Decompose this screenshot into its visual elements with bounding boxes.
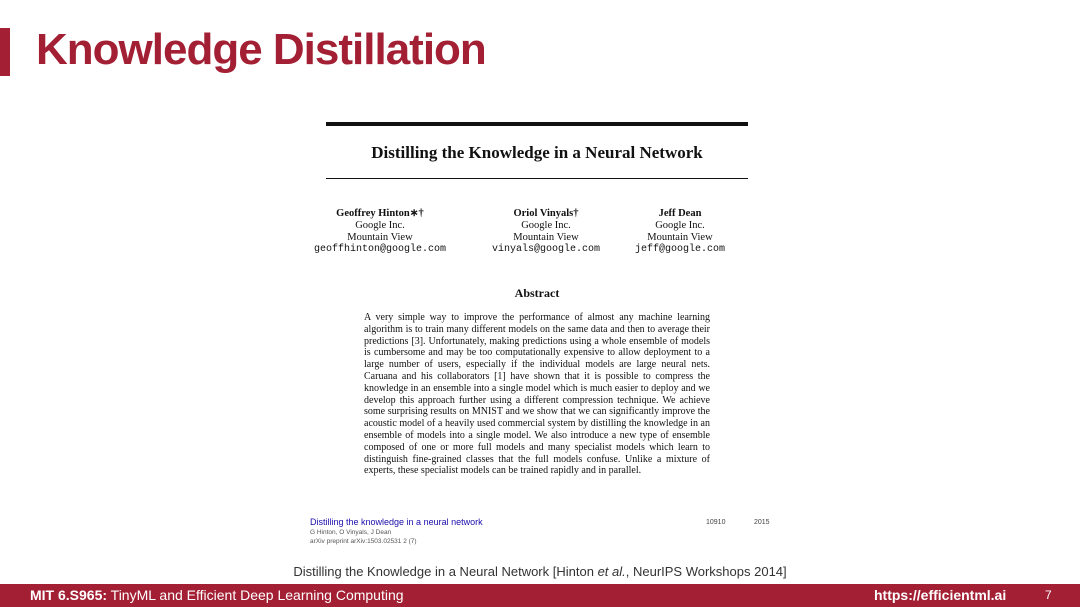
author-email: vinyals@google.com [491, 244, 601, 255]
paper-screenshot [300, 118, 780, 568]
author-name: Geoffrey Hinton∗† [336, 208, 424, 219]
author-org: Google Inc. [521, 220, 571, 231]
title-accent-bar [0, 28, 10, 76]
author-location: Mountain View [647, 232, 713, 243]
author-location: Mountain View [347, 232, 413, 243]
author-name: Oriol Vinyals† [513, 208, 579, 219]
abstract-text: A very simple way to improve the performance of almost any machine learning algorithm is to train many different models on the same data and then to average their predictions [3]. Unfortunately, making predictions using a whole ensemble of models is cumbersome and may be too computationally expensive to allow deployment to a large number of users, especially if the individual models are large neural nets. Caruana and his collaborators [1] have shown that it is possible to compress the knowledge in an ensemble into a single model which is much easier to deploy and we develop this approach further using a different compression technique. We achieve some surprising results on MNIST and we show that we can significantly improve the acoustic model of a heavily used commercial system by distilling the knowledge in an ensemble of models into a single model. We also introduce a new type of ensemble composed of one or more full models and many specialist models which learn to distinguish fine-grained classes that the full models confuse. Unlike a mixture of experts, these specialist models can be trained rapidly and in parallel. [364, 312, 710, 477]
citation-authors: G Hinton, O Vinyals, J Dean [310, 529, 392, 536]
footer-course-name: TinyML and Efficient Deep Learning Computing [107, 587, 404, 603]
footer-url-link[interactable]: https://efficientml.ai [874, 587, 1007, 603]
footer-bar [0, 584, 1080, 607]
caption-suffix: , NeurIPS Workshops 2014] [625, 564, 787, 579]
citation-source: arXiv preprint arXiv:1503.02531 2 (7) [310, 538, 417, 545]
author-hinton [310, 208, 450, 256]
caption-prefix: Distilling the Knowledge in a Neural Network [Hinton [293, 564, 598, 579]
footer-course [30, 587, 404, 603]
author-location: Mountain View [513, 232, 579, 243]
paper-bottom-rule [326, 178, 748, 179]
paper-top-rule [326, 122, 748, 126]
author-email: jeff@google.com [634, 244, 725, 255]
author-vinyals [476, 208, 616, 256]
citation-year: 2015 [754, 519, 770, 526]
paper-authors [313, 208, 740, 258]
author-dean [620, 208, 740, 256]
author-org: Google Inc. [655, 220, 705, 231]
citation-count: 10910 [706, 519, 726, 526]
author-name: Jeff Dean [658, 208, 702, 219]
paper-title: Distilling the Knowledge in a Neural Network [371, 143, 703, 162]
author-org: Google Inc. [355, 220, 405, 231]
citation-link[interactable]: Distilling the knowledge in a neural network [310, 517, 483, 527]
page-number: 7 [1045, 588, 1052, 602]
author-email: geoffhinton@google.com [313, 244, 447, 255]
scholar-citation [310, 517, 790, 551]
footer-course-code: MIT 6.S965: [30, 587, 108, 603]
abstract-heading: Abstract [514, 286, 560, 300]
caption-etal: et al. [597, 564, 626, 579]
slide-caption [0, 564, 1080, 579]
slide-title: Knowledge Distillation [36, 25, 486, 74]
